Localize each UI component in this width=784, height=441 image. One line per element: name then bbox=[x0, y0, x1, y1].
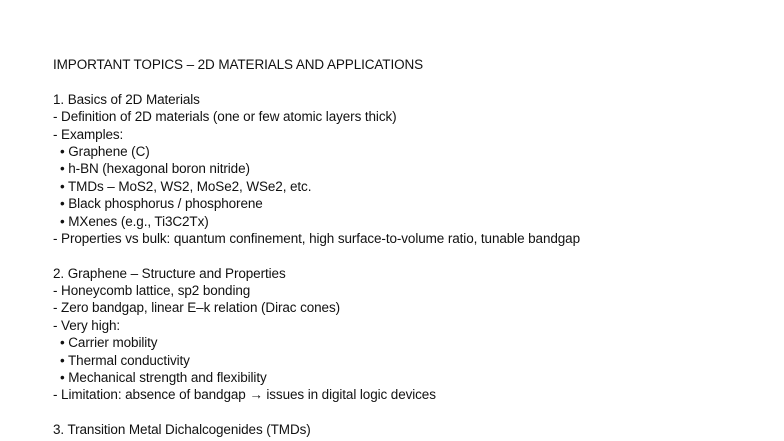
document-title: IMPORTANT TOPICS – 2D MATERIALS AND APPLICATIONS bbox=[53, 57, 424, 72]
example-item: • TMDs – MoS2, WS2, MoSe2, WSe2, etc. bbox=[60, 178, 312, 194]
section-2-line: - Zero bandgap, linear E–k relation (Dirac cones) bbox=[53, 300, 340, 316]
spacer bbox=[53, 73, 773, 90]
spacer bbox=[53, 247, 773, 264]
property-item: • Mechanical strength and flexibility bbox=[60, 370, 267, 386]
example-item: • Graphene (C) bbox=[60, 143, 150, 159]
section-2-heading: 2. Graphene – Structure and Properties bbox=[53, 265, 286, 281]
example-item: • h-BN (hexagonal boron nitride) bbox=[60, 161, 250, 177]
section-1-heading: 1. Basics of 2D Materials bbox=[53, 91, 200, 107]
section-2-line: - Limitation: absence of bandgap → issues in digital logic devices bbox=[53, 387, 436, 403]
section-1-line: - Properties vs bulk: quantum confinement, high surface-to-volume ratio, tunable bandgap bbox=[53, 230, 581, 246]
example-item: • MXenes (e.g., Ti3C2Tx) bbox=[60, 213, 209, 229]
section-1-line: - Definition of 2D materials (one or few atomic layers thick) bbox=[53, 109, 397, 125]
section-2-line: - Honeycomb lattice, sp2 bonding bbox=[53, 283, 251, 299]
example-item: • Black phosphorus / phosphorene bbox=[60, 196, 263, 212]
spacer bbox=[53, 404, 773, 421]
section-3-heading: 3. Transition Metal Dichalcogenides (TMDs) bbox=[53, 422, 311, 438]
section-1-line: - Examples: bbox=[53, 126, 124, 142]
section-2-line: - Very high: bbox=[53, 317, 121, 333]
property-item: • Carrier mobility bbox=[60, 335, 158, 351]
document-page bbox=[53, 56, 773, 439]
property-item: • Thermal conductivity bbox=[60, 352, 190, 368]
